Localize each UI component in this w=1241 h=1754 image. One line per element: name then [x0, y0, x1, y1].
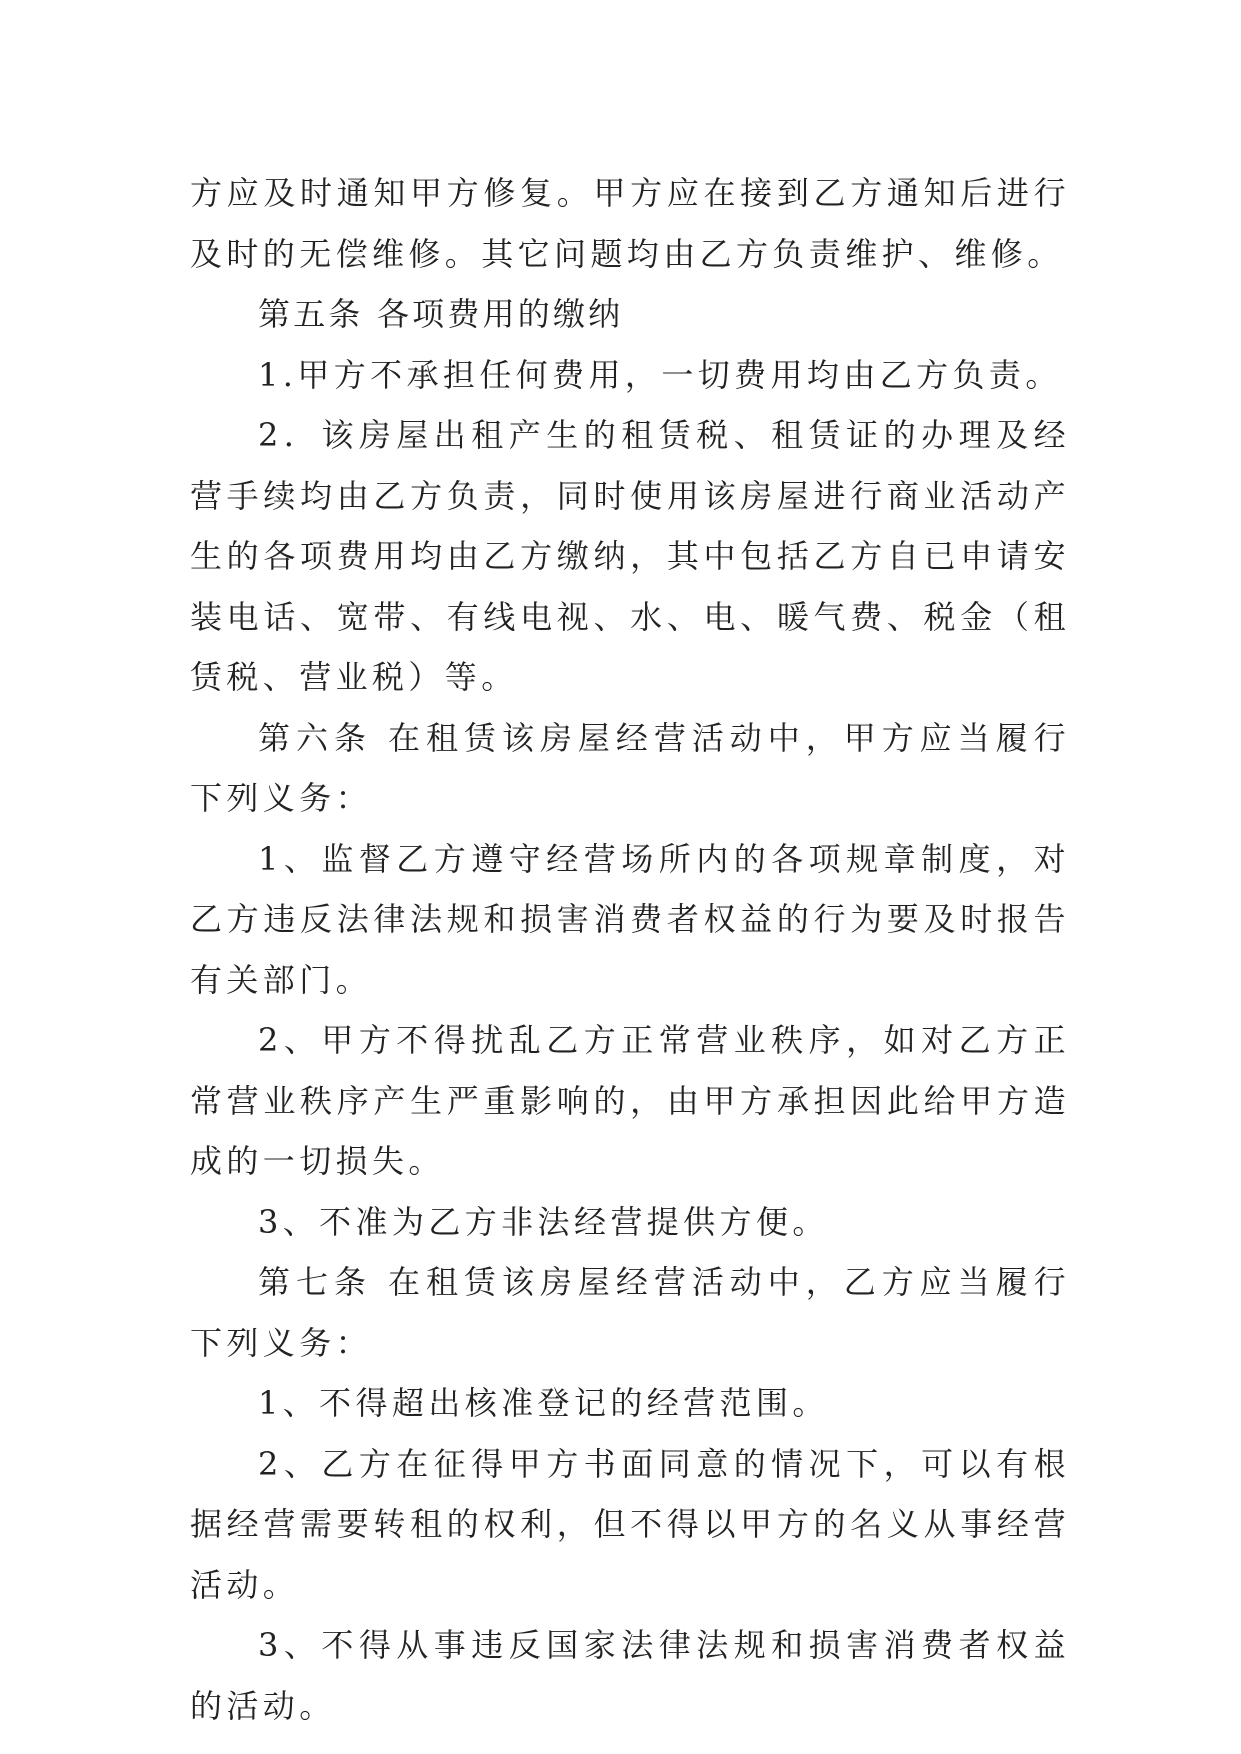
document-body: [190, 163, 1070, 1736]
article-5-item-1: 1.甲方不承担任何费用，一切费用均由乙方负责。: [258, 355, 1062, 394]
article-6-item-1: 1、监督乙方遵守经营场所内的各项规章制度，对乙方违反法律法规和损害消费者权益的行为要及时报告有关部门。: [190, 839, 1070, 999]
article-7-item-2: 2、乙方在征得甲方书面同意的情况下，可以有根据经营需要转租的权利，但不得以甲方的名义从事经营活动。: [190, 1444, 1070, 1604]
article-6-item-2: 2、甲方不得扰乱乙方正常营业秩序，如对乙方正常营业秩序产生严重影响的，由甲方承担因此给甲方造成的一切损失。: [190, 1021, 1070, 1180]
article-7-heading: 第七条 在租赁该房屋经营活动中，乙方应当履行下列义务：: [190, 1263, 1070, 1362]
article-7-item-3: 3、不得从事违反国家法律法规和损害消费者权益的活动。: [190, 1626, 1070, 1725]
article-6-heading: 第六条 在租赁该房屋经营活动中，甲方应当履行下列义务：: [190, 718, 1070, 817]
paragraph-continuation: 方应及时通知甲方修复。甲方应在接到乙方通知后进行及时的无偿维修。其它问题均由乙方负责维护、维修。: [190, 174, 1070, 273]
article-5-heading: 第五条 各项费用的缴纳: [258, 295, 624, 333]
article-5-item-2: 2．该房屋出租产生的租赁税、租赁证的办理及经营手续均由乙方负责，同时使用该房屋进行商业活动产生的各项费用均由乙方缴纳，其中包括乙方自已申请安装电话、宽带、有线电视、水、电、暖气费、税金（租赁税、营业税）等。: [190, 416, 1070, 696]
article-6-item-3: 3、不准为乙方非法经营提供方便。: [258, 1202, 829, 1241]
article-7-item-1: 1、不得超出核准登记的经营范围。: [258, 1384, 829, 1422]
